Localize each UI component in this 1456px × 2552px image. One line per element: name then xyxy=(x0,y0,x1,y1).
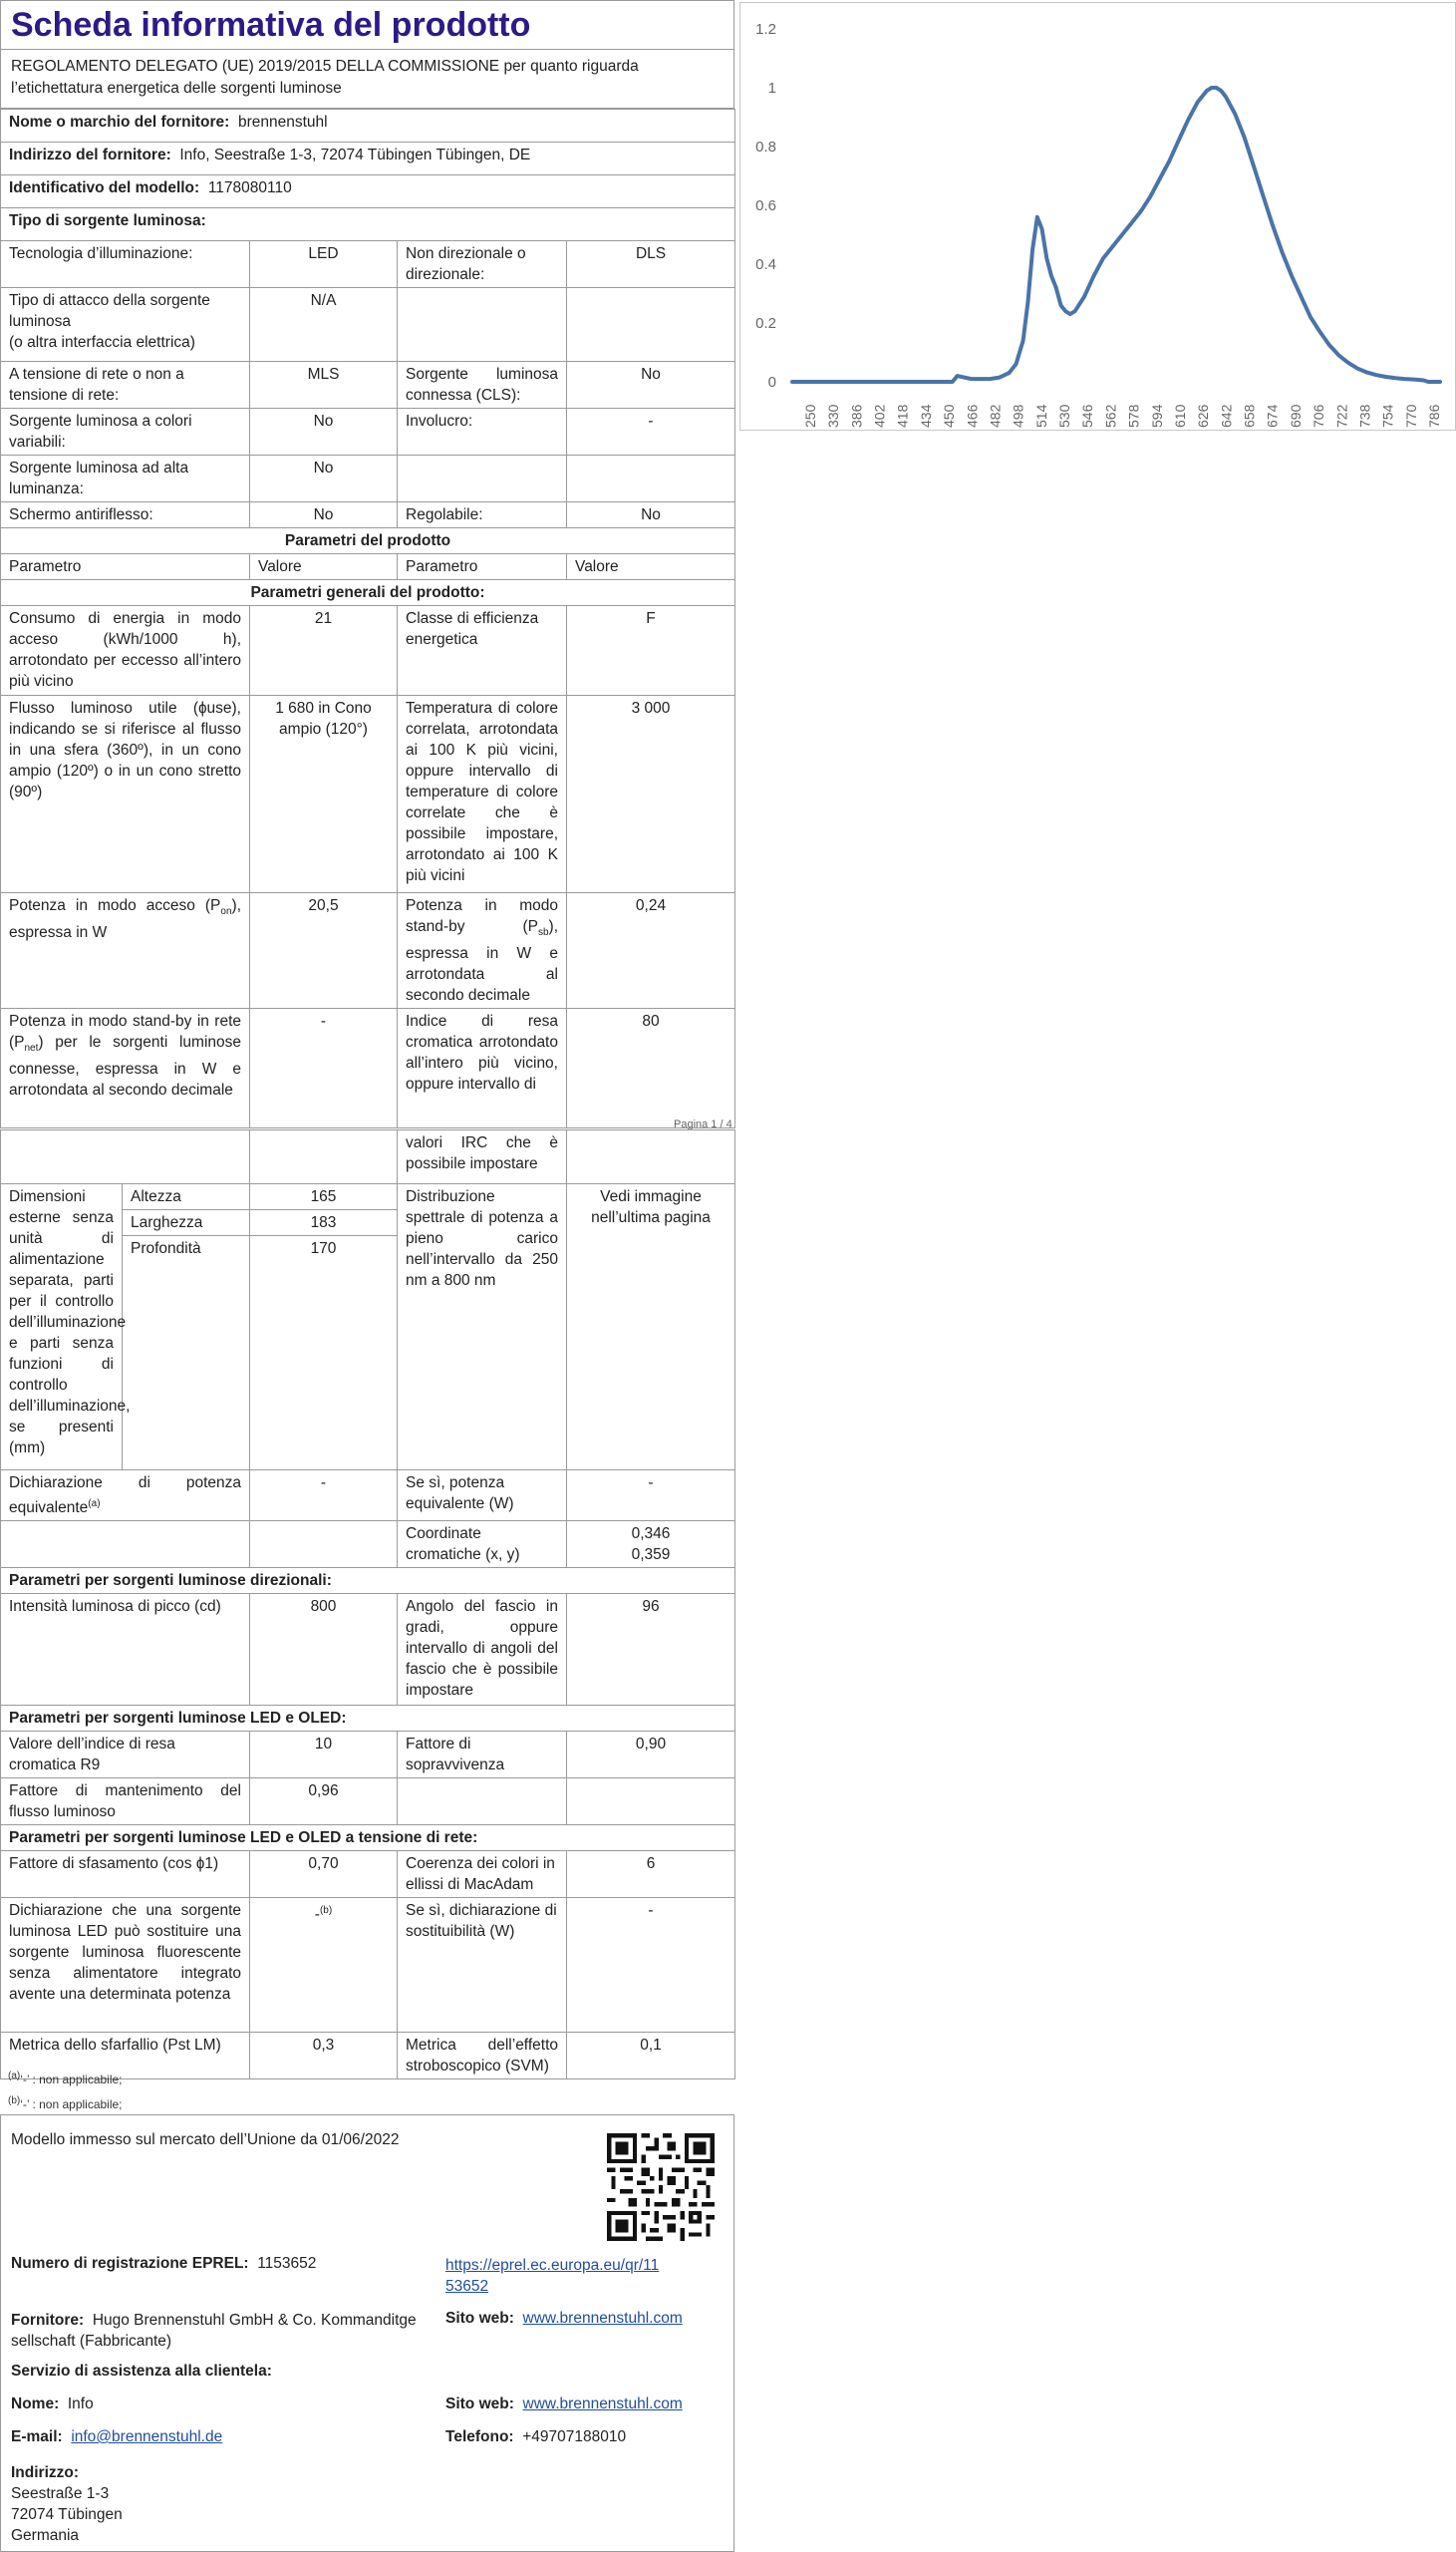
dir-heading: Parametri per sorgenti luminose direzionali: xyxy=(1,1568,735,1594)
contact-name: Nome: Info xyxy=(11,2395,94,2412)
cls-value: No xyxy=(567,362,735,409)
pon-value: 20,5 xyxy=(250,893,398,1009)
page-title: Scheda informativa del prodotto xyxy=(0,0,734,49)
r9-label: Valore dell’indice di resa cromatica R9 xyxy=(1,1732,250,1778)
supplier-address: Info, Seestraße 1-3, 72074 Tübingen Tübingen, DE xyxy=(179,147,531,163)
col-value: Valore xyxy=(250,554,398,580)
beam-value: 96 xyxy=(567,1594,735,1706)
beam-label: Angolo del fascio in gradi, oppure intervallo di angoli del fascio che è possibile impostare xyxy=(398,1594,567,1706)
width-label: Larghezza xyxy=(123,1210,250,1236)
pnet-value: - xyxy=(250,1009,398,1128)
cri-value: 80 xyxy=(567,1009,735,1128)
cct-label: Temperatura di colore correlata, arrotondata ai 100 K più vicini, oppure intervallo di temperature di colore correlate che è possibile impostare, arrotondato ai 100 K più vicini xyxy=(398,696,567,893)
x-tick-label: 330 xyxy=(825,404,842,428)
type-heading: Tipo di sorgente luminosa: xyxy=(1,208,735,241)
peak-value: 800 xyxy=(250,1594,398,1706)
replace-value: -$^{(b)}$ xyxy=(250,1898,398,2033)
surv-value: 0,90 xyxy=(567,1732,735,1778)
x-tick-label: 690 xyxy=(1287,404,1304,428)
cap-value: N/A xyxy=(250,288,398,362)
y-tick-label: 0.4 xyxy=(755,256,776,273)
mains-params-heading: Parametri per sorgenti luminose LED e OLED a tensione di rete: xyxy=(1,1825,735,1851)
footnote-a: $^{(a)}$‘-’ : non applicabile; xyxy=(8,2071,123,2086)
y-tick-label: 0.6 xyxy=(755,197,776,214)
x-tick-label: 386 xyxy=(848,404,865,428)
class-value: F xyxy=(567,606,735,696)
strobo-value: 0,1 xyxy=(567,2033,735,2079)
x-tick-label: 514 xyxy=(1032,404,1049,428)
flux-label: Flusso luminoso utile (ɸuse), indicando se si riferisce al flusso in una sfera (360º), in un cono ampio (120º) o in un cono stretto (90º) xyxy=(1,696,250,893)
x-tick-label: 546 xyxy=(1079,404,1096,428)
spectral-distribution-chart xyxy=(739,2,1456,431)
dims-label: Dimensioni esterne senza unità di alimentazione separata, parti per il controllo dell’illuminazione e parti senza funzioni di controllo dell’illuminazione, se presenti (mm) xyxy=(1,1184,123,1470)
chroma-value: 0,346 0,359 xyxy=(567,1521,735,1568)
cct-value: 3 000 xyxy=(567,696,735,893)
service-heading: Servizio di assistenza alla clientela: xyxy=(11,2363,272,2380)
x-tick-label: 722 xyxy=(1333,404,1350,428)
height-label: Altezza xyxy=(123,1184,250,1210)
col-value-2: Valore xyxy=(567,554,735,580)
replace-label: Dichiarazione che una sorgente luminosa LED può sostituire una sorgente luminosa fluorescente senza alimentatore integrato avente una determinata potenza xyxy=(1,1898,250,2033)
model-id: 1178080110 xyxy=(207,179,292,196)
glare-value: No xyxy=(250,502,398,528)
spectrum-plot xyxy=(740,3,1455,430)
email-link[interactable]: info@brennenstuhl.de xyxy=(71,2428,223,2445)
replace-w-label: Se sì, dichiarazione di sostituibilità (W) xyxy=(398,1898,567,2033)
product-table-continued xyxy=(0,1129,735,2079)
dim-value: No xyxy=(567,502,735,528)
x-tick-label: 402 xyxy=(871,404,888,428)
footnotes xyxy=(8,2066,123,2115)
x-tick-label: 594 xyxy=(1148,404,1165,428)
supplier-name-row: Nome o marchio del fornitore: brennenstuhl xyxy=(1,110,735,143)
cri-label-part2: valori IRC che è possibile impostare xyxy=(398,1130,567,1184)
cls-label: Sorgente luminosa connessa (CLS): xyxy=(398,362,567,409)
cap-label: Tipo di attacco della sorgente luminosa (o altra interfaccia elettrica) xyxy=(1,288,250,362)
surv-label: Fattore di sopravvivenza xyxy=(398,1732,567,1778)
psb-value: 0,24 xyxy=(567,893,735,1009)
depth-label: Profondità xyxy=(123,1236,250,1470)
contact-website-link[interactable]: www.brennenstuhl.com xyxy=(522,2395,683,2412)
y-tick-label: 1 xyxy=(767,80,776,97)
y-tick-label: 0.8 xyxy=(755,139,776,156)
dim-label: Regolabile: xyxy=(398,502,567,528)
eprel-number: Numero di registrazione EPREL: 1153652 xyxy=(11,2255,317,2272)
contact-address: Indirizzo: Seestraße 1-3 72074 Tübingen Germania xyxy=(11,2464,123,2544)
x-tick-label: 610 xyxy=(1171,404,1188,428)
r9-value: 10 xyxy=(250,1732,398,1778)
qr-code[interactable] xyxy=(607,2133,715,2241)
peak-label: Intensità luminosa di picco (cd) xyxy=(1,1594,250,1706)
x-tick-label: 642 xyxy=(1218,404,1235,428)
x-tick-label: 562 xyxy=(1102,404,1119,428)
x-tick-label: 450 xyxy=(941,404,958,428)
x-tick-label: 466 xyxy=(964,404,981,428)
high-lum-value: No xyxy=(250,456,398,502)
depth-value: 170 xyxy=(250,1236,398,1470)
contact-website: Sito web: www.brennenstuhl.com xyxy=(445,2395,683,2412)
y-tick-label: 1.2 xyxy=(755,21,776,38)
x-tick-label: 626 xyxy=(1195,404,1212,428)
col-param-2: Parametro xyxy=(398,554,567,580)
high-lum-label: Sorgente luminosa ad alta luminanza: xyxy=(1,456,250,502)
envelope-value: - xyxy=(567,409,735,456)
supplier-address-row: Indirizzo del fornitore: Info, Seestraße 1-3, 72074 Tübingen Tübingen, DE xyxy=(1,143,735,175)
pon-label: Potenza in modo acceso $(P_{on})$, espressa in W xyxy=(1,893,250,1009)
x-tick-label: 434 xyxy=(917,404,934,428)
maint-label: Fattore di mantenimento del flusso luminoso xyxy=(1,1778,250,1825)
width-value: 183 xyxy=(250,1210,398,1236)
x-tick-label: 418 xyxy=(894,404,911,428)
cri-label-part1: Indice di resa cromatica arrotondato all’intero più vicino, oppure intervallo di xyxy=(398,1009,567,1128)
spd-label: Distribuzione spettrale di potenza a pieno carico nell’intervallo da 250 nm a 800 nm xyxy=(398,1184,567,1470)
page-number: Pagina 1 / 4 xyxy=(674,1118,732,1130)
psb-label: Potenza in modo stand-by $(P_{sb})$, espressa in W e arrotondata al secondo decimale xyxy=(398,893,567,1009)
height-value: 165 xyxy=(250,1184,398,1210)
supplier-info-box xyxy=(0,2114,734,2552)
spectrum-line xyxy=(792,88,1440,382)
x-tick-label: 738 xyxy=(1356,404,1373,428)
supplier-website-link[interactable]: www.brennenstuhl.com xyxy=(522,2310,683,2327)
x-tick-label: 754 xyxy=(1379,404,1396,428)
energy-label: Consumo di energia in modo acceso (kWh/1000 h), arrotondato per eccesso all’intero più vicino xyxy=(1,606,250,696)
pf-value: 0,70 xyxy=(250,1851,398,1898)
pf-label: Fattore di sfasamento (cos ɸ1) xyxy=(1,1851,250,1898)
equiv-w-label: Se sì, potenza equivalente (W) xyxy=(398,1470,567,1521)
product-table xyxy=(0,109,735,1128)
x-tick-label: 674 xyxy=(1264,404,1281,428)
strobo-label: Metrica dell’effetto stroboscopico (SVM) xyxy=(398,2033,567,2079)
nondir-value: DLS xyxy=(567,241,735,288)
mains-value: MLS xyxy=(250,362,398,409)
x-tick-label: 578 xyxy=(1125,404,1142,428)
equiv-value: - xyxy=(250,1470,398,1521)
macadam-label: Coerenza dei colori in ellissi di MacAdam xyxy=(398,1851,567,1898)
replace-w-value: - xyxy=(567,1898,735,2033)
general-heading: Parametri generali del prodotto: xyxy=(1,580,735,606)
contact-phone: Telefono: +49707188010 xyxy=(445,2428,627,2445)
envelope-label: Involucro: xyxy=(398,409,567,456)
datasheet-page-2 xyxy=(0,1129,734,2079)
flux-value: 1 680 in Cono ampio (120°) xyxy=(250,696,398,893)
x-tick-label: 498 xyxy=(1010,404,1026,428)
glare-label: Schermo antiriflesso: xyxy=(1,502,250,528)
spd-value: Vedi immagine nell’ultima pagina xyxy=(567,1184,735,1470)
chroma-label: Coordinate cromatiche (x, y) xyxy=(398,1521,567,1568)
x-tick-label: 482 xyxy=(987,404,1004,428)
x-tick-label: 786 xyxy=(1426,404,1442,428)
contact-email: E-mail: info@brennenstuhl.de xyxy=(11,2428,223,2445)
market-date-text: Modello immesso sul mercato dell’Unione da 01/06/2022 xyxy=(11,2131,400,2148)
mains-label: A tensione di rete o non a tensione di rete: xyxy=(1,362,250,409)
regulation-text: REGOLAMENTO DELEGATO (UE) 2019/2015 DELLA COMMISSIONE per quanto riguarda l’etichettatura energetica delle sorgenti luminose xyxy=(0,49,734,109)
x-tick-label: 250 xyxy=(802,404,818,428)
y-tick-label: 0.2 xyxy=(755,315,776,332)
macadam-value: 6 xyxy=(567,1851,735,1898)
pnet-label: Potenza in modo stand-by in rete $(P_{net})$ per le sorgenti luminose connesse, espressa in W e arrotondata al secondo decimale xyxy=(1,1009,250,1128)
x-tick-label: 658 xyxy=(1241,404,1258,428)
footnote-b: $^{(b)}$‘-’ : non applicabile; xyxy=(8,2095,123,2111)
led-heading: Parametri per sorgenti luminose LED e OLED: xyxy=(1,1706,735,1732)
datasheet-page-1 xyxy=(0,0,734,1100)
equiv-label: Dichiarazione di potenza equivalente$^{(a)}$ xyxy=(1,1470,250,1521)
x-tick-label: 530 xyxy=(1056,404,1073,428)
color-value: No xyxy=(250,409,398,456)
tech-value: LED xyxy=(250,241,398,288)
supplier-website: Sito web: www.brennenstuhl.com xyxy=(445,2310,683,2327)
maint-value: 0,96 xyxy=(250,1778,398,1825)
eprel-link[interactable]: https://eprel.ec.europa.eu/qr/11 53652 xyxy=(445,2257,660,2295)
x-tick-label: 770 xyxy=(1402,404,1419,428)
model-id-row: Identificativo del modello: 1178080110 xyxy=(1,175,735,208)
flicker-label: Metrica dello sfarfallio (Pst LM) xyxy=(1,2033,250,2079)
color-label: Sorgente luminosa a colori variabili: xyxy=(1,409,250,456)
class-label: Classe di efficienza energetica xyxy=(398,606,567,696)
energy-value: 21 xyxy=(250,606,398,696)
params-heading: Parametri del prodotto xyxy=(1,528,735,554)
col-param: Parametro xyxy=(1,554,250,580)
supplier-full-name: Fornitore: Hugo Brennenstuhl GmbH & Co. Kommanditge sellschaft (Fabbricante) xyxy=(11,2312,417,2350)
nondir-label: Non direzionale o direzionale: xyxy=(398,241,567,288)
x-tick-label: 706 xyxy=(1310,404,1327,428)
equiv-w-value: - xyxy=(567,1470,735,1521)
y-tick-label: 0 xyxy=(767,374,776,391)
supplier-name: brennenstuhl xyxy=(237,114,328,131)
flicker-value: 0,3 xyxy=(250,2033,398,2079)
tech-label: Tecnologia d’illuminazione: xyxy=(1,241,250,288)
